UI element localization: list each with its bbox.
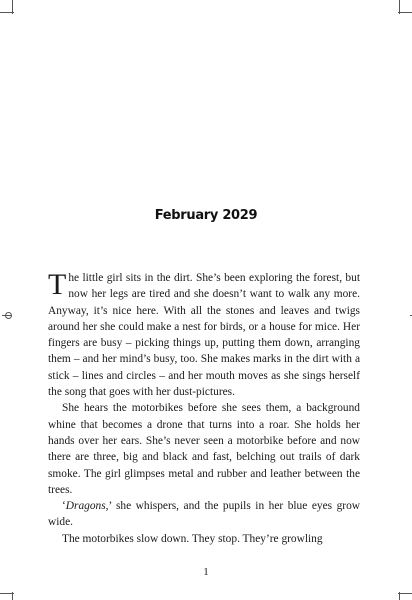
paragraph-4: The motorbikes slow down. They stop. They’re growling [62, 532, 323, 545]
drop-cap: T [48, 268, 67, 301]
chapter-title: February 2029 [154, 208, 258, 223]
crop-mark-bottom-left-vertical [12, 592, 13, 600]
paragraph-2: She hears the motorbikes before she sees them, a background whine that becomes a drone that turns into a roar. She holds her hands over her ears. She’s never seen a motorbike before and now there are three, big and black and fast, belching out trails of dark smoke. The girl glimpses metal and rubber and leather between the trees. [48, 402, 360, 496]
page-number: 1 [203, 566, 209, 578]
paragraph-3 [48, 498, 360, 531]
crop-mark-bottom-right [398, 593, 412, 594]
crop-mark-top-left-vertical [12, 0, 13, 14]
paragraph-1-text: he little girl sits in the dirt. She’s been exploring the forest, but now her legs are tired and she doesn’t want to walk any more. Anyway, it’s nice here. With all the stones and leaves and twigs around her she could make a nest for birds, or a house for mice. Her fingers are busy – picking things up, putting them down, arranging them – and her mind’s busy, too. She makes marks in the dirt with a stick – lines and circles – and her mouth moves as she sings herself the song that goes with her dust-pictures. [48, 272, 360, 399]
crop-mark-top-right [398, 12, 412, 13]
paragraph-1 [48, 270, 360, 400]
paragraph-3-emphasis: Dragons [65, 500, 106, 513]
paragraph-3-text: ,’ she whispers, and the pupils in her blue eyes grow wide. [48, 500, 360, 529]
crop-mark-bottom-right-vertical [399, 592, 400, 600]
crop-mark-top-right-vertical [399, 0, 400, 14]
paragraph-3-quote: ‘ [62, 500, 66, 513]
body-text [48, 270, 360, 547]
